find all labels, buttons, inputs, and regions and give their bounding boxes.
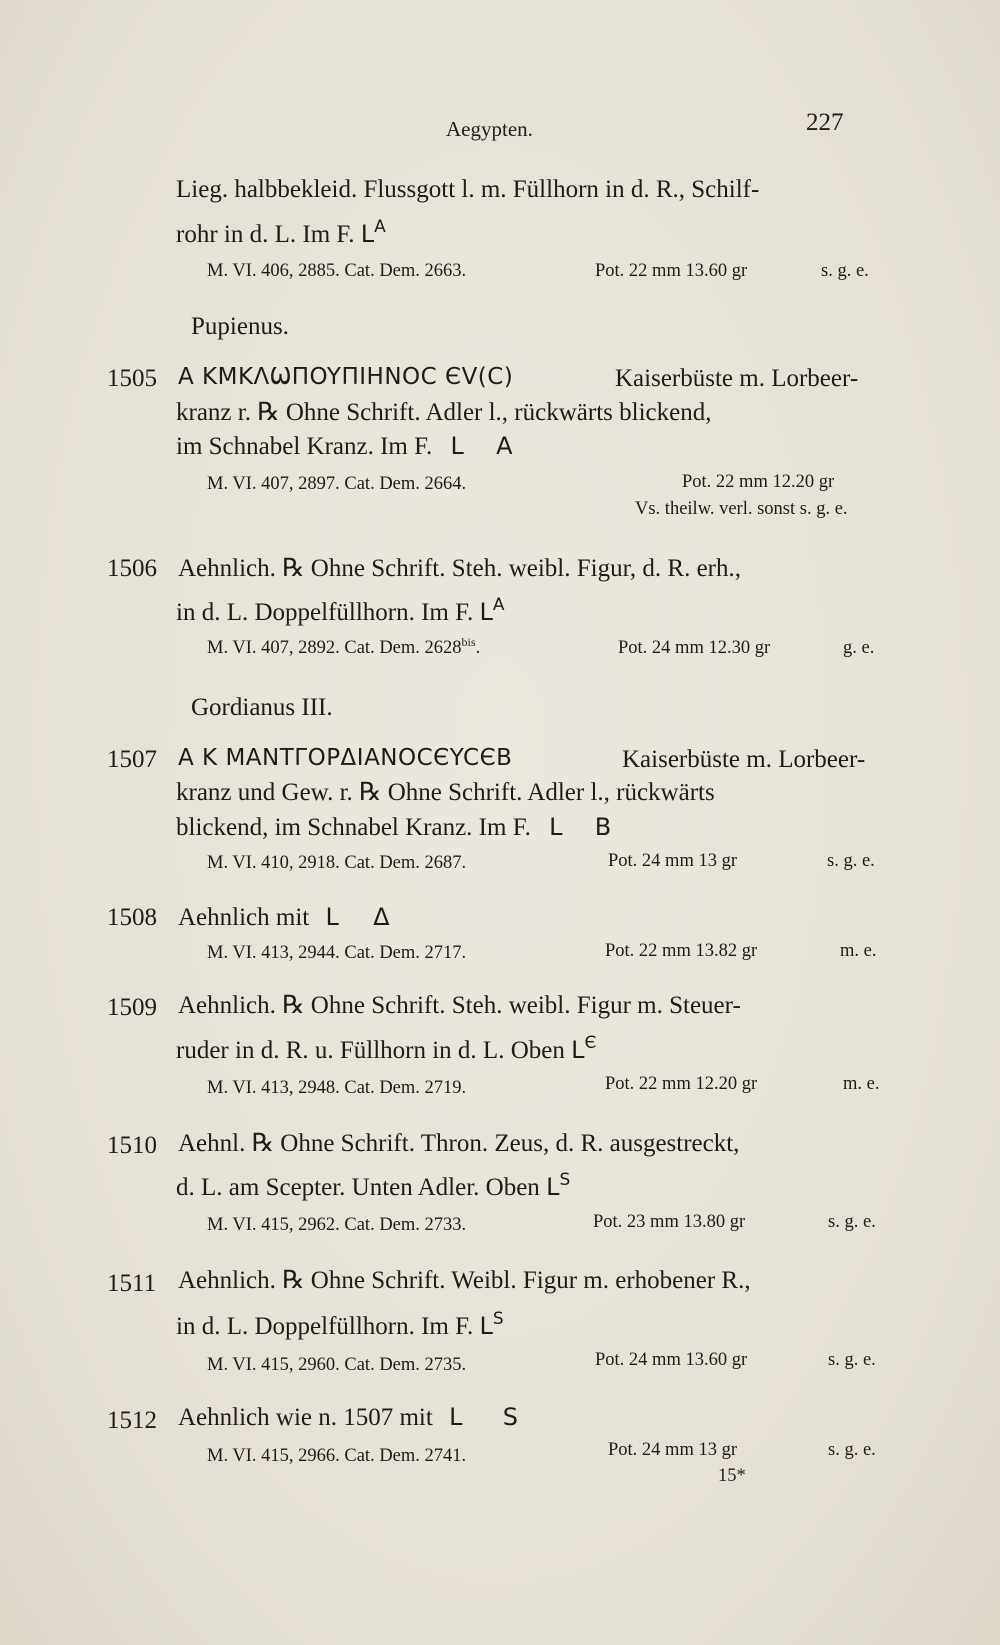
page-number: 227 xyxy=(806,109,844,136)
entry-text-line: blickend, im Schnabel Kranz. Im F. L B xyxy=(176,813,612,841)
catalog-reference: M. VI. 415, 2966. Cat. Dem. 2741. xyxy=(207,1446,467,1466)
entry-text-line: Aehnlich wie n. 1507 mit L S xyxy=(178,1403,518,1431)
field-mark-L: L xyxy=(479,598,493,626)
entry-text-line: Aehnlich. ℞ Ohne Schrift. Weibl. Figur m. erhobener R., xyxy=(178,1267,751,1294)
field-mark-L: L xyxy=(479,1312,493,1340)
entry-text-line: rohr in d. L. Im F. $L^A$ xyxy=(176,217,386,248)
coin-legend: A K MANTΓOPΔIANOCЄYCЄB xyxy=(178,745,513,771)
condition: g. e. xyxy=(843,638,875,658)
field-mark-superscript: S xyxy=(559,1170,571,1190)
field-mark-L: L xyxy=(450,432,464,460)
signature-mark: 15* xyxy=(718,1466,746,1486)
catalog-reference: M. VI. 415, 2962. Cat. Dem. 2733. xyxy=(207,1215,467,1235)
condition: s. g. e. xyxy=(827,851,875,871)
catalog-reference: M. VI. 406, 2885. Cat. Dem. 2663. xyxy=(207,261,467,281)
condition: s. g. e. xyxy=(821,261,869,281)
field-mark-superscript: A xyxy=(492,595,505,615)
entry-number: 1507 xyxy=(107,746,157,773)
entry-number: 1511 xyxy=(107,1270,157,1297)
catalog-reference: M. VI. 413, 2948. Cat. Dem. 2719. xyxy=(207,1078,467,1098)
entry-text-line: Kaiserbüste m. Lorbeer- xyxy=(615,365,859,392)
field-mark-superscript: S xyxy=(492,1309,504,1329)
entry-text-line: ruder in d. R. u. Füllhorn in d. L. Oben $L^Є$ xyxy=(176,1033,597,1064)
entry-text-line: Lieg. halbbekleid. Flussgott l. m. Füllhorn in d. R., Schilf- xyxy=(176,176,760,203)
condition: s. g. e. xyxy=(828,1440,876,1460)
coin-weight: Pot. 24 mm 13 gr xyxy=(608,851,737,871)
catalog-reference: M. VI. 415, 2960. Cat. Dem. 2735. xyxy=(207,1355,467,1375)
entry-number: 1509 xyxy=(107,994,157,1021)
field-mark-letter: S xyxy=(502,1403,518,1431)
catalog-reference: M. VI. 407, 2897. Cat. Dem. 2664. xyxy=(207,474,467,494)
entry-number: 1510 xyxy=(107,1132,157,1159)
field-mark-letter: A xyxy=(496,432,513,460)
entry-text-line: in d. L. Doppelfüllhorn. Im F. $L^S$ xyxy=(176,1309,504,1340)
field-mark-L: L xyxy=(571,1036,585,1064)
field-mark-L: L xyxy=(360,220,375,248)
emperor-heading: Gordianus III. xyxy=(191,694,333,721)
entry-text-line: Aehnl. ℞ Ohne Schrift. Thron. Zeus, d. R. ausgestreckt, xyxy=(178,1130,740,1157)
coin-weight: Pot. 24 mm 12.30 gr xyxy=(618,638,771,658)
field-mark-L: L xyxy=(549,813,563,841)
entry-text-line: Aehnlich. ℞ Ohne Schrift. Steh. weibl. Figur m. Steuer- xyxy=(178,992,741,1019)
coin-weight: Pot. 22 mm 12.20 gr xyxy=(682,472,835,492)
coin-weight: Pot. 22 mm 12.20 gr xyxy=(605,1074,758,1094)
entry-number: 1505 xyxy=(107,365,157,392)
field-mark-letter: B xyxy=(594,813,612,841)
field-mark-L: L xyxy=(546,1173,560,1201)
condition: s. g. e. xyxy=(828,1212,876,1232)
field-mark-L: L xyxy=(449,1403,463,1431)
catalog-reference: M. VI. 413, 2944. Cat. Dem. 2717. xyxy=(207,943,467,963)
running-header: Aegypten. xyxy=(446,117,533,141)
catalog-reference: M. VI. 407, 2892. Cat. Dem. $2628^{bis}$. xyxy=(207,635,481,658)
field-mark-superscript: Є xyxy=(584,1033,597,1053)
coin-weight: Pot. 22 mm 13.82 gr xyxy=(605,941,758,961)
condition: m. e. xyxy=(843,1074,880,1094)
entry-text-line: in d. L. Doppelfüllhorn. Im F. $L^A$ xyxy=(176,595,505,626)
field-mark-superscript: A xyxy=(374,217,386,237)
condition: s. g. e. xyxy=(828,1350,876,1370)
condition: m. e. xyxy=(840,941,877,961)
entry-number: 1506 xyxy=(107,555,157,582)
entry-text-line: kranz und Gew. r. ℞ Ohne Schrift. Adler l., rückwärts xyxy=(176,779,715,806)
entry-number: 1508 xyxy=(107,904,157,931)
field-mark-L: L xyxy=(325,903,339,931)
entry-text-line: im Schnabel Kranz. Im F. L A xyxy=(176,432,513,460)
entry-text-line: Aehnlich mit L Δ xyxy=(178,903,390,931)
emperor-heading: Pupienus. xyxy=(191,313,289,340)
entry-number: 1512 xyxy=(107,1407,157,1434)
catalog-reference: M. VI. 410, 2918. Cat. Dem. 2687. xyxy=(207,853,467,873)
condition-note: Vs. theilw. verl. sonst s. g. e. xyxy=(635,499,848,519)
entry-text-line: kranz r. ℞ Ohne Schrift. Adler l., rückwärts blickend, xyxy=(176,399,712,426)
entry-text-line: Kaiserbüste m. Lorbeer- xyxy=(622,746,866,773)
coin-weight: Pot. 23 mm 13.80 gr xyxy=(593,1212,746,1232)
field-mark-letter: Δ xyxy=(373,903,390,931)
coin-weight: Pot. 24 mm 13 gr xyxy=(608,1440,737,1460)
coin-weight: Pot. 24 mm 13.60 gr xyxy=(595,1350,748,1370)
entry-text-line: d. L. am Scepter. Unten Adler. Oben $L^S$ xyxy=(176,1170,571,1201)
coin-weight: Pot. 22 mm 13.60 gr xyxy=(595,261,748,281)
coin-legend: A KMKΛѠΠOYΠIHNOC ЄV(C) xyxy=(178,364,514,390)
entry-text-line: Aehnlich. ℞ Ohne Schrift. Steh. weibl. Figur, d. R. erh., xyxy=(178,555,742,582)
